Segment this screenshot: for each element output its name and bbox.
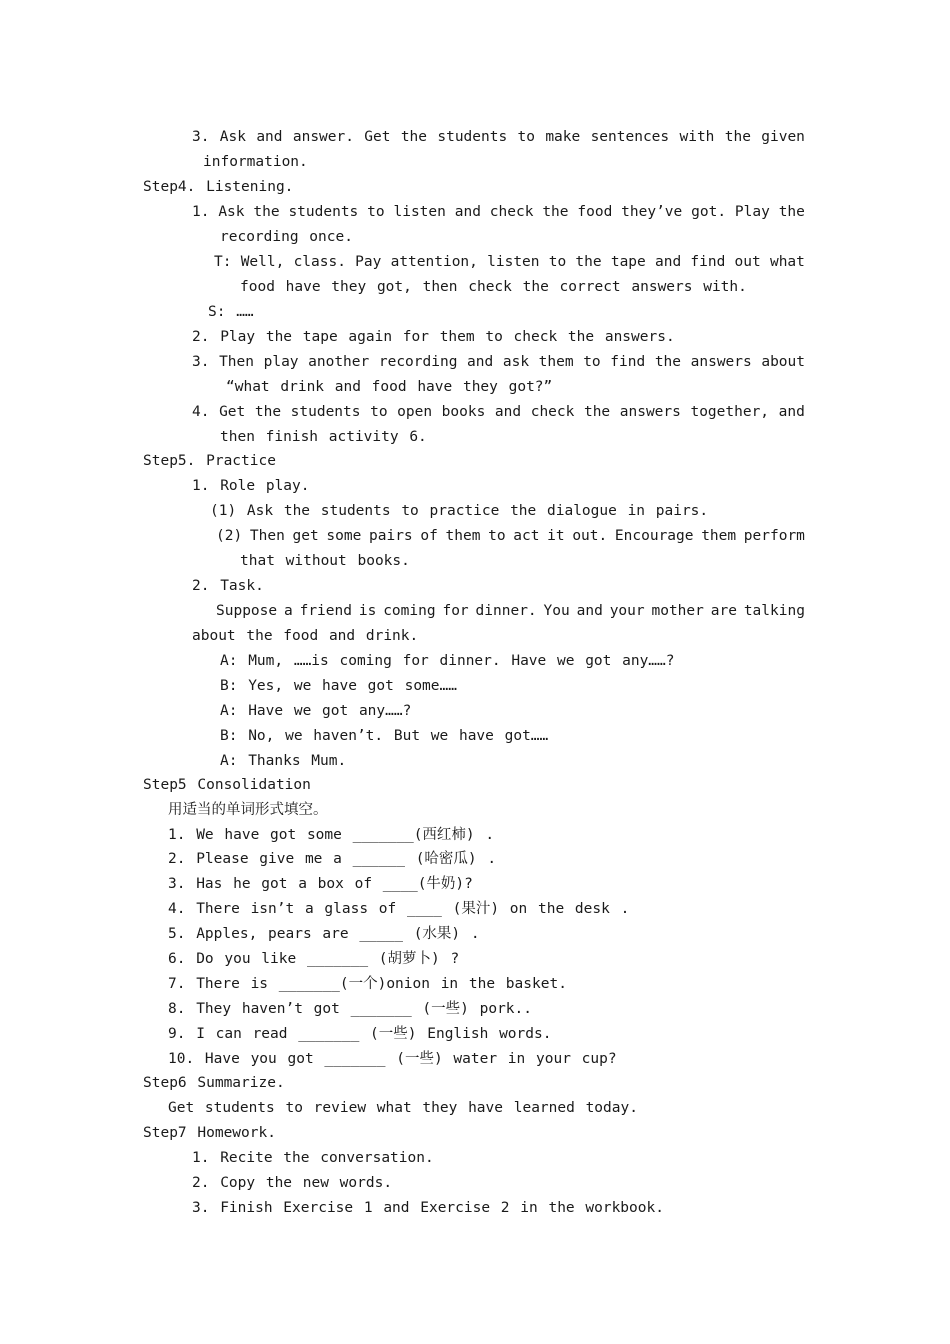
word: them: [445, 528, 481, 544]
word: open: [397, 404, 433, 420]
word: dinner.: [475, 603, 537, 619]
word: play: [263, 354, 299, 370]
top-item-line2: information.: [203, 154, 308, 170]
word: answers: [619, 404, 681, 420]
dialogue-line: A: Mum, ……is coming for dinner. Have we got any……?: [220, 653, 675, 669]
word: the: [724, 129, 751, 145]
word: Well,: [240, 254, 285, 270]
word: to: [488, 528, 506, 544]
word: attention,: [390, 254, 478, 270]
word: is: [358, 603, 377, 619]
word: to: [548, 254, 567, 270]
step5-task-line2: about the food and drink.: [192, 628, 419, 644]
step5-practice-heading: Step5. Practice: [143, 453, 276, 469]
word: and: [654, 254, 682, 270]
word: out: [734, 254, 761, 270]
word: got.: [691, 204, 727, 220]
word: friend: [299, 603, 352, 619]
exercise-item: 10. Have you got _______ (一些) water in your cup?: [168, 1051, 617, 1067]
word: to: [367, 204, 385, 220]
step4-item3-line2: “what drink and food have they got?”: [226, 379, 553, 395]
word: the: [583, 404, 611, 420]
step4-teacher-line2: food have they got, then check the correct answers with.: [240, 279, 747, 295]
word: for: [442, 603, 469, 619]
word: the: [253, 204, 280, 220]
word: the: [400, 129, 428, 145]
word: act: [513, 528, 540, 544]
word: and: [576, 603, 603, 619]
word: Ask: [218, 204, 245, 220]
word: to: [583, 354, 601, 370]
word: answers: [690, 354, 752, 370]
word: and: [494, 404, 522, 420]
word: (2): [216, 528, 243, 544]
word: mother: [651, 603, 704, 619]
word: they’ve: [621, 204, 683, 220]
word: tape: [610, 254, 646, 270]
step4-item4-line1: [192, 402, 805, 422]
word: answer.: [292, 129, 354, 145]
step6-heading: Step6 Summarize.: [143, 1075, 285, 1091]
word: the: [778, 204, 805, 220]
step4-heading: Step4. Listening.: [143, 179, 294, 195]
word: about: [761, 354, 805, 370]
word: what: [769, 254, 805, 270]
word: students: [288, 204, 359, 220]
word: to: [517, 129, 535, 145]
step5-sub1: (1) Ask the students to practice the dialogue in pairs.: [210, 503, 709, 519]
word: Get: [364, 129, 391, 145]
word: Ask: [219, 129, 246, 145]
step5-task-line1: [216, 601, 805, 621]
word: find: [610, 354, 646, 370]
word: Encourage: [614, 528, 694, 544]
word: food: [577, 204, 613, 220]
word: are: [710, 603, 737, 619]
word: students: [437, 129, 508, 145]
dialogue-line: A: Have we got any……?: [220, 703, 412, 719]
word: Then: [219, 354, 254, 370]
word: make: [545, 129, 581, 145]
word: get: [292, 528, 319, 544]
word: of: [420, 528, 438, 544]
word: and: [256, 129, 283, 145]
word: perform: [743, 528, 805, 544]
word: pairs: [369, 528, 413, 544]
word: students: [290, 404, 361, 420]
step5-item1: 1. Role play.: [192, 478, 310, 494]
step5-sub2-line1: [216, 526, 805, 546]
word: them: [701, 528, 737, 544]
step4-item2: 2. Play the tape again for them to check the answers.: [192, 329, 675, 345]
word: 1.: [192, 204, 210, 220]
step4-item1-line1: [192, 202, 805, 222]
word: 3.: [192, 354, 210, 370]
word: to: [370, 404, 388, 420]
homework-item: 3. Finish Exercise 1 and Exercise 2 in the workbook.: [192, 1200, 664, 1216]
word: listen: [487, 254, 540, 270]
step5-item2: 2. Task.: [192, 578, 264, 594]
step6-text: Get students to review what they have learned today.: [168, 1100, 638, 1116]
word: and: [778, 404, 805, 420]
word: them: [538, 354, 574, 370]
word: out.: [572, 528, 608, 544]
exercise-item: 3. Has he got a box of ____(牛奶)?: [168, 876, 473, 892]
word: it: [547, 528, 565, 544]
word: Pay: [355, 254, 382, 270]
dialogue-line: B: No, we haven’t. But we have got……: [220, 728, 549, 744]
word: recording: [378, 354, 458, 370]
word: and: [467, 354, 494, 370]
word: given: [761, 129, 805, 145]
word: talking: [743, 603, 805, 619]
word: another: [308, 354, 370, 370]
step5-consolidation-heading: Step5 Consolidation: [143, 777, 311, 793]
exercise-item: 2. Please give me a ______ (哈密瓜) .: [168, 851, 497, 867]
word: class.: [293, 254, 346, 270]
step4-item1-line2: recording once.: [220, 229, 353, 245]
word: coming: [383, 603, 436, 619]
homework-item: 1. Recite the conversation.: [192, 1150, 434, 1166]
word: check: [489, 204, 534, 220]
exercise-item: 9. I can read _______ (一些) English words.: [168, 1026, 552, 1042]
dialogue-line: A: Thanks Mum.: [220, 753, 347, 769]
word: Get: [219, 404, 246, 420]
step4-teacher-line1: [214, 252, 805, 272]
word: Play: [734, 204, 770, 220]
exercise-item: 5. Apples, pears are _____ (水果) .: [168, 926, 480, 942]
word: T:: [214, 254, 232, 270]
word: listen: [393, 204, 446, 220]
exercise-item: 1. We have got some _______(西红柿) .: [168, 827, 495, 843]
word: with: [679, 129, 715, 145]
step4-item4-line2: then finish activity 6.: [220, 429, 427, 445]
consolidation-instruction: 用适当的单词形式填空。: [168, 802, 328, 818]
word: Suppose: [216, 603, 278, 619]
word: find: [690, 254, 726, 270]
homework-item: 2. Copy the new words.: [192, 1175, 393, 1191]
exercise-item: 7. There is _______(一个)onion in the basket.: [168, 976, 567, 992]
step4-item3-line1: [192, 352, 805, 372]
step7-heading: Step7 Homework.: [143, 1125, 276, 1141]
dialogue-line: B: Yes, we have got some……: [220, 678, 457, 694]
word: a: [283, 603, 293, 619]
word: You: [543, 603, 570, 619]
word: 4.: [192, 404, 210, 420]
word: the: [542, 204, 569, 220]
step4-student-line: S: ……: [208, 304, 254, 320]
exercise-item: 6. Do you like _______ (胡萝卜) ?: [168, 951, 460, 967]
word: ask: [502, 354, 530, 370]
word: together,: [690, 404, 770, 420]
word: sentences: [590, 129, 670, 145]
word: your: [609, 603, 645, 619]
top-item-line1: [192, 127, 805, 147]
exercise-item: 8. They haven’t got _______ (一些) pork..: [168, 1001, 533, 1017]
word: some: [326, 528, 362, 544]
word: the: [654, 354, 682, 370]
word: the: [575, 254, 602, 270]
exercise-item: 4. There isn’t a glass of ____ (果汁) on the desk .: [168, 901, 630, 917]
word: books: [441, 404, 486, 420]
word: Then: [249, 528, 285, 544]
word: and: [454, 204, 481, 220]
word: check: [530, 404, 575, 420]
word: the: [254, 404, 282, 420]
word: 3.: [192, 129, 210, 145]
step5-sub2-line2: that without books.: [240, 553, 410, 569]
